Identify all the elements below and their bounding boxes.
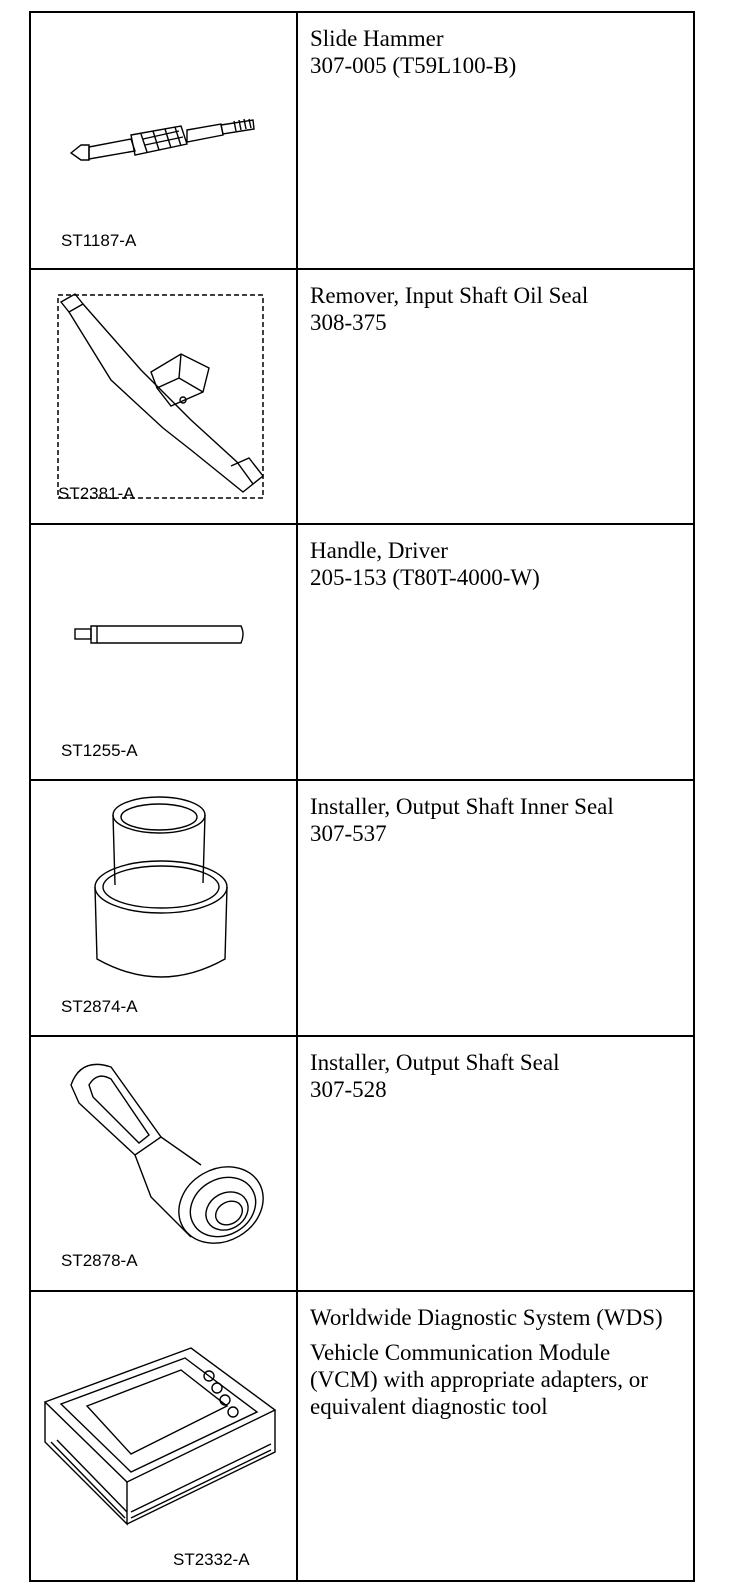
tool-number: 307-537: [310, 821, 387, 846]
tool-name: Handle, Driver: [310, 538, 448, 563]
tool-name: Installer, Output Shaft Inner Seal: [310, 794, 614, 819]
diagnostic-module-icon: [31, 1292, 296, 1580]
tool-code: ST1255-A: [61, 741, 138, 760]
tool-number: 307-528: [310, 1077, 387, 1102]
tool-illustration-cell: [30, 1291, 297, 1581]
table-row: [30, 12, 694, 269]
table-row: [30, 524, 694, 780]
tool-code: ST1187-A: [61, 231, 137, 250]
tool-name: Worldwide Diagnostic System (WDS): [310, 1305, 663, 1330]
tool-description-cell: [297, 780, 694, 1036]
table-row: [30, 780, 694, 1036]
tool-illustration-cell: [30, 524, 297, 780]
tool-illustration-cell: [30, 12, 297, 269]
tool-description-cell: [297, 1291, 694, 1581]
tool-description-cell: [297, 1036, 694, 1291]
tool-number: Vehicle Communication Module (VCM) with appropriate adapters, or equivalent diagnostic tool: [310, 1340, 648, 1419]
tool-code: ST2878-A: [61, 1251, 138, 1270]
tool-number: 307-005 (T59L100-B): [310, 53, 517, 78]
tool-illustration-cell: [30, 1036, 297, 1291]
tool-illustration-cell: [30, 269, 297, 524]
tool-description-cell: [297, 12, 694, 269]
tool-illustration-cell: [30, 780, 297, 1036]
table-row: [30, 269, 694, 524]
table-row: [30, 1291, 694, 1581]
table-row: [30, 1036, 694, 1291]
tool-name: Slide Hammer: [310, 26, 444, 51]
tool-code: ST2381-A: [58, 484, 135, 503]
tool-number: 308-375: [310, 310, 387, 335]
tool-number: 205-153 (T80T-4000-W): [310, 565, 540, 590]
tool-code: ST2874-A: [61, 997, 138, 1016]
tool-name: Remover, Input Shaft Oil Seal: [310, 283, 589, 308]
tool-code: ST2332-A: [173, 1550, 250, 1569]
tool-description-cell: [297, 524, 694, 780]
tool-name: Installer, Output Shaft Seal: [310, 1050, 560, 1075]
tool-description-cell: [297, 269, 694, 524]
special-tools-table: [29, 11, 695, 1582]
slide-hammer-icon: [31, 13, 296, 268]
